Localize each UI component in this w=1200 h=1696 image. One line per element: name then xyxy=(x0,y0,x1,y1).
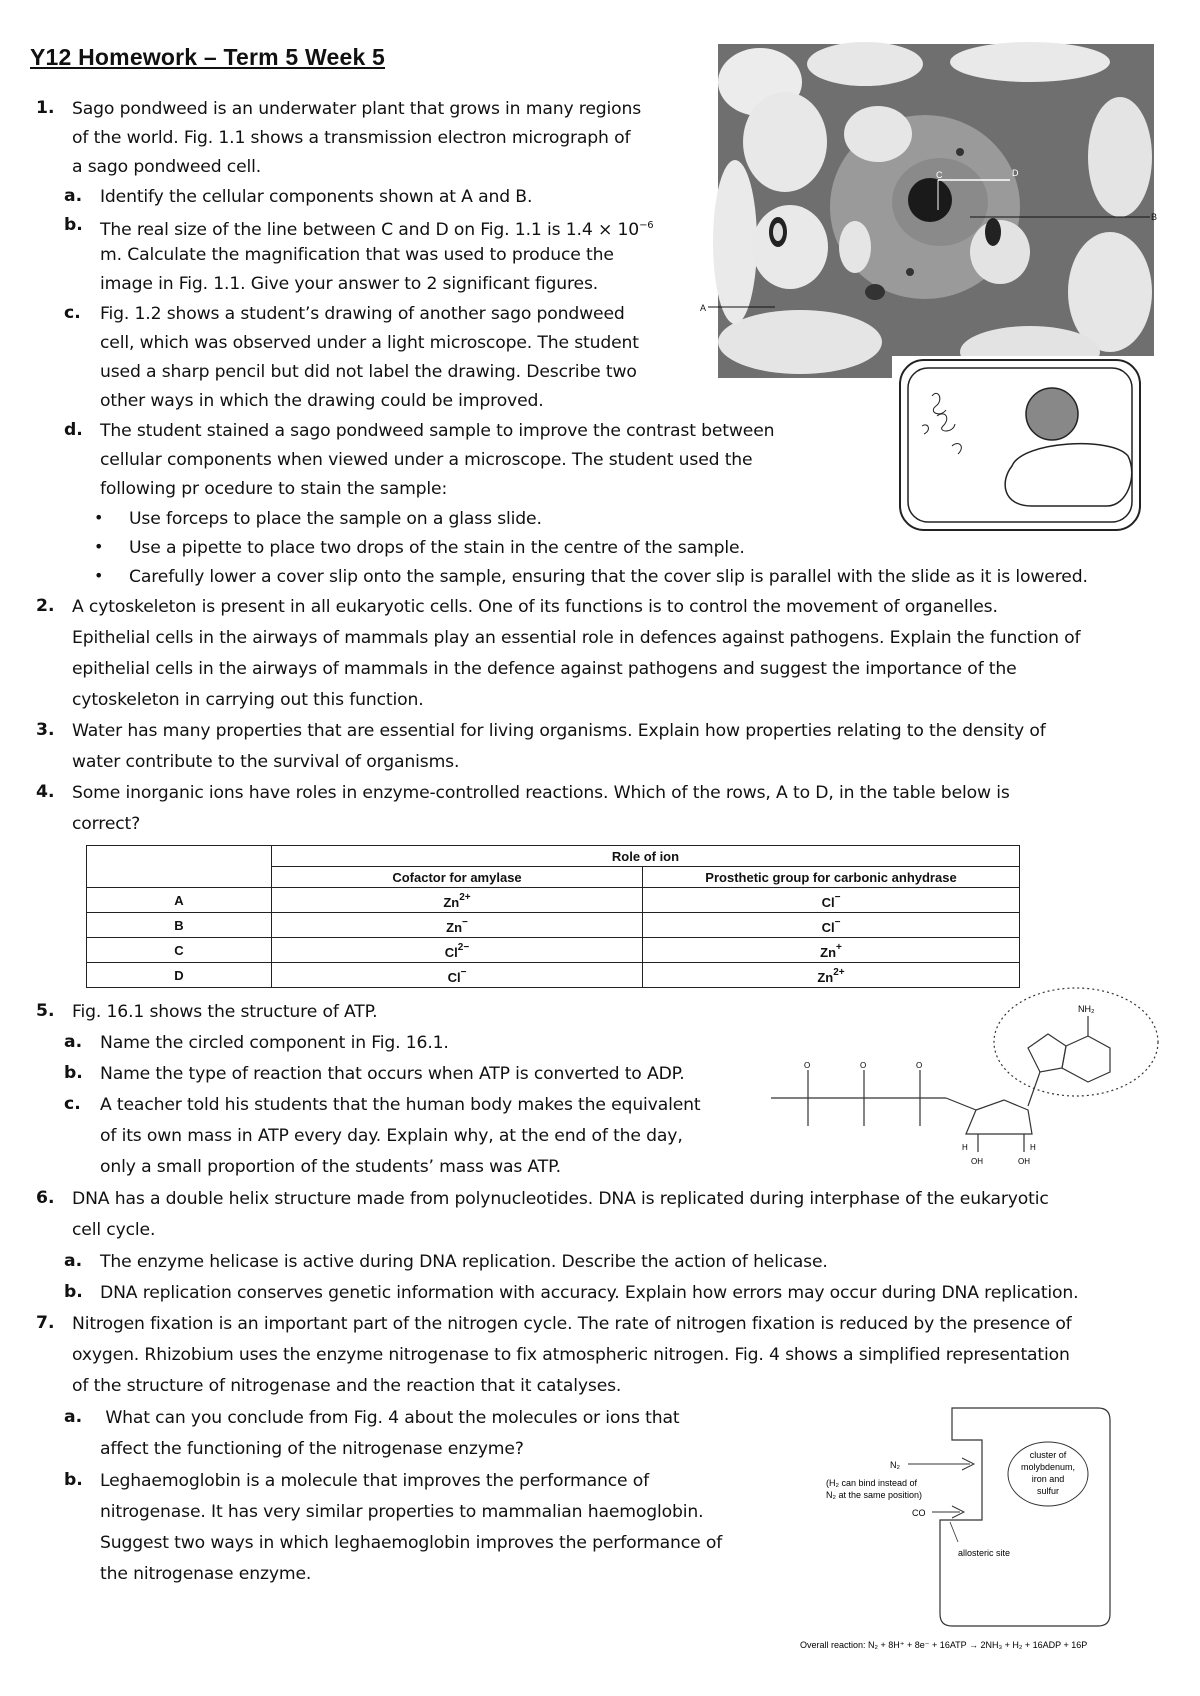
q1b-text-line: image in Fig. 1.1. Give your answer to 2 significant figures. xyxy=(100,274,599,294)
bullet: • xyxy=(94,508,104,527)
q1c-text-line: used a sharp pencil but did not label the drawing. Describe two xyxy=(100,362,637,382)
q4-text-line: Some inorganic ions have roles in enzyme-controlled reactions. Which of the rows, A to D, in the table below is xyxy=(72,783,1010,803)
bullet: • xyxy=(94,566,104,585)
q6-text-line: cell cycle. xyxy=(72,1220,156,1240)
oxygen-label: O xyxy=(860,1061,867,1070)
nitrogenase-diagram xyxy=(800,1404,1190,1676)
row-label: D xyxy=(87,963,272,988)
q5-text-line: Fig. 16.1 shows the structure of ATP. xyxy=(72,1002,378,1022)
q5c-text-line: only a small proportion of the students’ mass was ATP. xyxy=(100,1157,561,1177)
cluster-label: iron and xyxy=(1031,1474,1065,1484)
q7-text-line: Nitrogen fixation is an important part of the nitrogen cycle. The rate of nitrogen fixation is reduced by the presence of xyxy=(72,1314,1072,1334)
cell-ion: Zn− xyxy=(272,913,643,938)
q5c-text-line: of its own mass in ATP every day. Explain why, at the end of the day, xyxy=(100,1126,683,1146)
q2-text-line: A cytoskeleton is present in all eukaryotic cells. One of its functions is to control the movement of organelles. xyxy=(72,597,998,617)
question-number: 3. xyxy=(36,720,55,740)
q7-text-line: oxygen. Rhizobium uses the enzyme nitrogenase to fix atmospheric nitrogen. Fig. 4 shows a simplified representation xyxy=(72,1345,1070,1365)
question-number: 6. xyxy=(36,1188,55,1208)
question-number: 4. xyxy=(36,782,55,802)
allosteric-site-label: allosteric site xyxy=(958,1548,1011,1558)
table-row xyxy=(87,888,1020,913)
table-column-header: Cofactor for amylase xyxy=(272,867,643,888)
electron-micrograph xyxy=(700,42,1160,380)
nh2-label: NH₂ xyxy=(1078,1004,1095,1014)
q1-text-line: Sago pondweed is an underwater plant that grows in many regions xyxy=(72,99,642,119)
table-row xyxy=(87,963,1020,988)
cell-ion: Zn+ xyxy=(643,938,1020,963)
question-number: 7. xyxy=(36,1313,55,1333)
q1d-text-line: following pr ocedure to stain the sample: xyxy=(100,479,448,499)
subquestion-label: d. xyxy=(64,420,83,440)
q5b-text-line: Name the type of reaction that occurs when ATP is converted to ADP. xyxy=(100,1064,685,1084)
q1d-bullet-text: Use forceps to place the sample on a glass slide. xyxy=(129,509,542,529)
q2-text-line: cytoskeleton in carrying out this function. xyxy=(72,690,424,710)
table-row xyxy=(87,938,1020,963)
row-label: A xyxy=(87,888,272,913)
q3-text-line: Water has many properties that are essential for living organisms. Explain how properties relating to the density of xyxy=(72,721,1046,741)
q7a-text-line: affect the functioning of the nitrogenase enzyme? xyxy=(100,1439,524,1459)
q7b-text-line: Leghaemoglobin is a molecule that improves the performance of xyxy=(100,1471,649,1491)
co-label: CO xyxy=(912,1508,926,1518)
hydrogen-label: H xyxy=(1030,1143,1036,1152)
student-cell-drawing xyxy=(892,356,1154,536)
table-corner-cell xyxy=(87,846,272,888)
subquestion-label: b. xyxy=(64,1063,83,1083)
cell-ion: Cl− xyxy=(272,963,643,988)
q7-text-line: of the structure of nitrogenase and the reaction that it catalyses. xyxy=(72,1376,622,1396)
q2-text-line: epithelial cells in the airways of mammals in the defence against pathogens and suggest the importance of the xyxy=(72,659,1017,679)
q7a-text-line: What can you conclude from Fig. 4 about the molecules or ions that xyxy=(100,1408,680,1428)
q6b-text-line: DNA replication conserves genetic information with accuracy. Explain how errors may occur during DNA replication. xyxy=(100,1283,1079,1303)
ion-role-table xyxy=(86,845,1020,988)
row-label: C xyxy=(87,938,272,963)
question-number: 5. xyxy=(36,1001,55,1021)
row-label: B xyxy=(87,913,272,938)
cell-ion: Cl− xyxy=(643,913,1020,938)
cell-ion: Cl− xyxy=(643,888,1020,913)
subquestion-label: a. xyxy=(64,1407,83,1427)
question-number: 2. xyxy=(36,596,55,616)
q7b-text-line: the nitrogenase enzyme. xyxy=(100,1564,312,1584)
hydroxyl-label: OH xyxy=(971,1157,983,1166)
q1d-bullet-text: Carefully lower a cover slip onto the sample, ensuring that the cover slip is parallel with the slide as it is lowered. xyxy=(129,567,1088,587)
oxygen-label: O xyxy=(804,1061,811,1070)
q1c-text-line: Fig. 1.2 shows a student’s drawing of another sago pondweed xyxy=(100,304,625,324)
subquestion-label: a. xyxy=(64,186,83,206)
q1b-text-line: The real size of the line between C and D on Fig. 1.1 is $1.4 \times 10^{-6}$ xyxy=(100,220,654,240)
page-title: Y12 Homework – Term 5 Week 5 xyxy=(30,44,386,70)
label-d: D xyxy=(1012,168,1019,178)
subquestion-label: a. xyxy=(64,1251,83,1271)
hydrogen-label: H xyxy=(962,1143,968,1152)
q1-text-line: a sago pondweed cell. xyxy=(72,157,262,177)
table-column-header: Prosthetic group for carbonic anhydrase xyxy=(643,867,1020,888)
cluster-label: sulfur xyxy=(1036,1486,1060,1496)
cluster-label: molybdenum, xyxy=(1020,1462,1076,1472)
cell-ion: $Zn^{2+}$ xyxy=(643,963,1020,988)
q5c-text-line: A teacher told his students that the human body makes the equivalent xyxy=(100,1095,701,1115)
label-b: B xyxy=(1151,212,1158,222)
question-number: 1. xyxy=(36,98,55,118)
q1b-text-line: m. Calculate the magnification that was used to produce the xyxy=(100,245,614,265)
table-group-header: Role of ion xyxy=(272,846,1020,867)
cell-ion: $Zn^{2+}$ xyxy=(272,888,643,913)
hydroxyl-label: OH xyxy=(1018,1157,1030,1166)
table-row xyxy=(87,913,1020,938)
subquestion-label: b. xyxy=(64,1282,83,1302)
q1d-bullet-text: Use a pipette to place two drops of the stain in the centre of the sample. xyxy=(129,538,745,558)
h2-note: (H₂ can bind instead of xyxy=(826,1478,918,1488)
n2-label: N₂ xyxy=(890,1460,900,1470)
q6-text-line: DNA has a double helix structure made from polynucleotides. DNA is replicated during interphase of the eukaryotic xyxy=(72,1189,1049,1209)
cell-ion: $Cl^{2-}$ xyxy=(272,938,643,963)
exponent: −6 xyxy=(639,220,654,231)
q1-text-line: of the world. Fig. 1.1 shows a transmission electron micrograph of xyxy=(72,128,631,148)
q1c-text-line: other ways in which the drawing could be improved. xyxy=(100,391,544,411)
subquestion-label: b. xyxy=(64,1470,83,1490)
bullet: • xyxy=(94,537,104,556)
label-a: A xyxy=(700,303,707,313)
q3-text-line: water contribute to the survival of organisms. xyxy=(72,752,460,772)
q7b-text-line: nitrogenase. It has very similar properties to mammalian haemoglobin. xyxy=(100,1502,704,1522)
subquestion-label: c. xyxy=(64,303,81,323)
atp-structure xyxy=(766,986,1166,1166)
cluster-label: cluster of xyxy=(1029,1450,1067,1460)
q7b-text-line: Suggest two ways in which leghaemoglobin improves the performance of xyxy=(100,1533,723,1553)
q1c-text-line: cell, which was observed under a light microscope. The student xyxy=(100,333,639,353)
subquestion-label: b. xyxy=(64,215,83,235)
label-c: C xyxy=(936,170,943,180)
q1d-text-line: cellular components when viewed under a microscope. The student used the xyxy=(100,450,753,470)
overall-reaction: Overall reaction: N₂ + 8H⁺ + 8e⁻ + 16ATP → 2NH₃ + H₂ + 16ADP + 16P xyxy=(800,1640,1088,1650)
q4-text-line: correct? xyxy=(72,814,141,834)
q2-text-line: Epithelial cells in the airways of mammals play an essential role in defences against pathogens. Explain the function of xyxy=(72,628,1081,648)
subquestion-label: a. xyxy=(64,1032,83,1052)
q1d-text-line: The student stained a sago pondweed sample to improve the contrast between xyxy=(100,421,775,441)
q5a-text-line: Name the circled component in Fig. 16.1. xyxy=(100,1033,449,1053)
subquestion-label: c. xyxy=(64,1094,81,1114)
q1a-text-line: Identify the cellular components shown at A and B. xyxy=(100,187,533,207)
q6a-text-line: The enzyme helicase is active during DNA replication. Describe the action of helicase. xyxy=(100,1252,828,1272)
oxygen-label: O xyxy=(916,1061,923,1070)
h2-note: N₂ at the same position) xyxy=(826,1490,923,1500)
